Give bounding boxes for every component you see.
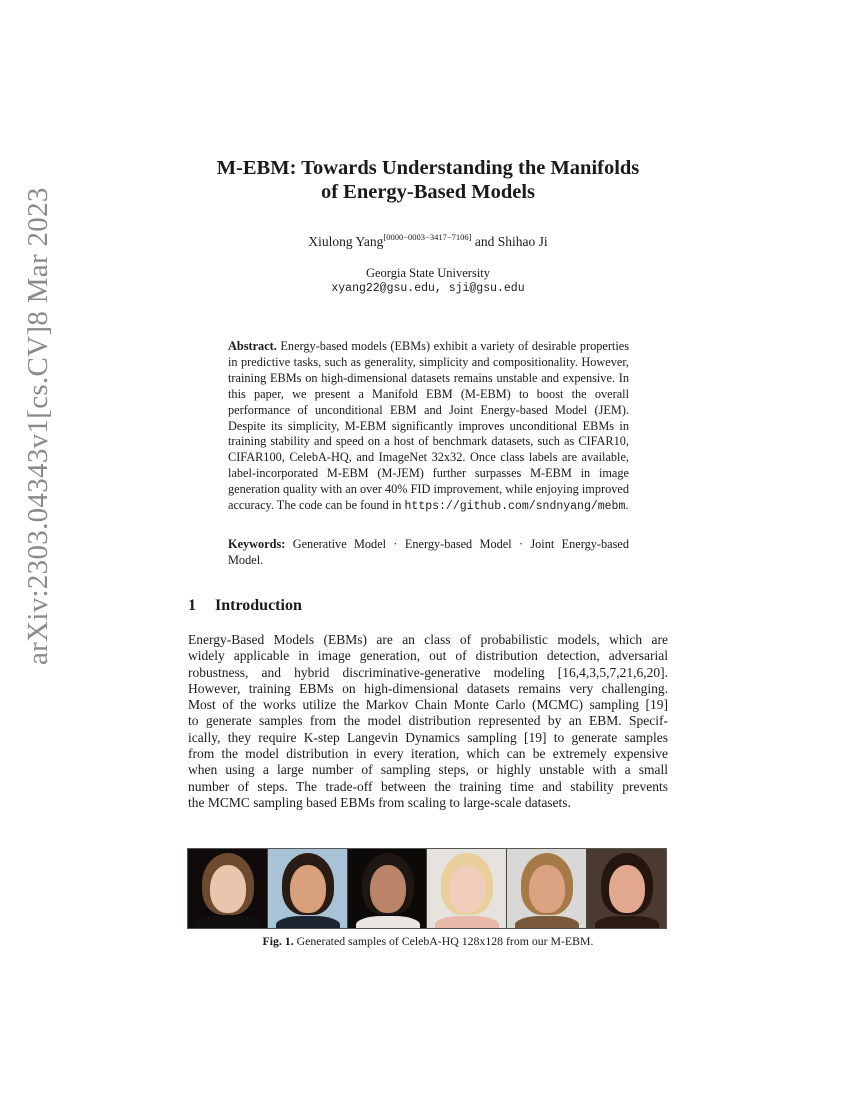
figure-label: Fig. 1.	[262, 934, 294, 948]
abstract-text-end: .	[625, 498, 629, 513]
keywords-label: Keywords:	[228, 537, 286, 551]
generated-face-image	[427, 849, 507, 928]
author-emails[interactable]: xyang22@gsu.edu, sji@gsu.edu	[331, 282, 525, 295]
generated-face-image	[188, 849, 268, 928]
section-heading-introduction	[188, 597, 302, 615]
arxiv-id: arXiv:2303.04343v1	[22, 418, 54, 665]
generated-face-image	[268, 849, 348, 928]
paragraph-line: the MCMC sampling based EBMs from scaling to large-scale datasets.	[188, 794, 571, 810]
author-2: Shihao Ji	[497, 234, 548, 249]
paragraph-line: number of steps. The trade-off between the training time and stability prevents	[188, 778, 668, 794]
abstract-text: Energy-based models (EBMs) exhibit a variety of desirable properties in predictive tasks, such as generality, simplicity and compositionality. However, training EBMs on high-dimensional datasets remains unstable and expensive. In this paper, we present a Manifold EBM (M-EBM) to boost the overall performance of unconditional EBM and Joint Energy-based Model (JEM). Despite its simplicity, M-EBM significantly improves unconditional EBMs in training stability and speed on a host of benchmark datasets, such as CIFAR10, CIFAR100, CelebA-HQ, and ImageNet 32x32. Once class labels are available, label-incorporated M-EBM (M-JEM) further surpasses M-EBM in image generation quality with an over 40% FID improvement, while enjoying improved accuracy. The code can be found in	[228, 339, 629, 513]
generated-face-image	[587, 849, 666, 928]
authors	[150, 232, 706, 250]
abstract	[228, 339, 629, 515]
arxiv-stamp	[22, 187, 55, 665]
affiliation: Georgia State University	[365, 266, 491, 280]
paragraph-line: Energy-Based Models (EBMs) are an class of probabilistic models, which are	[188, 632, 668, 647]
paragraph-line: when using a large number of sampling steps, or highly unstable with a small	[188, 762, 668, 778]
code-link[interactable]: https://github.com/sndnyang/mebm	[404, 500, 626, 514]
abstract-label: Abstract.	[228, 339, 277, 353]
figure-caption-text: Generated samples of CelebA-HQ 128x128 from our M-EBM.	[293, 934, 594, 948]
title-line-1: M-EBM: Towards Understanding the Manifolds	[216, 157, 640, 179]
author-joiner: and	[471, 234, 498, 249]
paper-title	[150, 156, 706, 204]
paragraph-line: Most of the works utilize the Markov Chain Monte Carlo (MCMC) sampling [19]	[188, 697, 668, 713]
introduction-paragraph	[188, 632, 668, 811]
generated-face-image	[507, 849, 587, 928]
author-1-orcid: [0000−0003−3417−7106]	[383, 232, 472, 242]
generated-face-image	[348, 849, 428, 928]
paragraph-line: ically, they require K-step Langevin Dynamics sampling [19] to generate samples	[188, 729, 668, 745]
paragraph-line: robustness, and hybrid discriminative-generative modeling [16,4,3,5,7,21,6,20].	[188, 664, 668, 680]
arxiv-date: 8 Mar 2023	[22, 187, 54, 326]
section-title: Introduction	[215, 597, 302, 614]
figure-1-caption	[150, 934, 706, 949]
affiliation-block	[150, 265, 706, 297]
figure-1-image-strip	[187, 848, 667, 929]
keywords	[228, 537, 629, 569]
title-line-2: of Energy-Based Models	[320, 181, 536, 203]
keywords-text: Generative Model · Energy-based Model · Joint Energy-based Model.	[228, 537, 629, 567]
arxiv-category: [cs.CV]	[22, 325, 54, 419]
paragraph-line: widely applicable in image generation, out of distribution detection, adversarial	[188, 648, 668, 664]
author-1: Xiulong Yang	[308, 234, 384, 249]
paragraph-line: from the model distribution in every iteration, which can be extremely expensive	[188, 746, 668, 762]
paragraph-line: to generate samples from the model distribution represented by an EBM. Specif-	[188, 713, 668, 729]
paragraph-line: However, training EBMs on high-dimensional datasets remains very challenging.	[188, 680, 668, 696]
section-number: 1	[188, 597, 196, 614]
